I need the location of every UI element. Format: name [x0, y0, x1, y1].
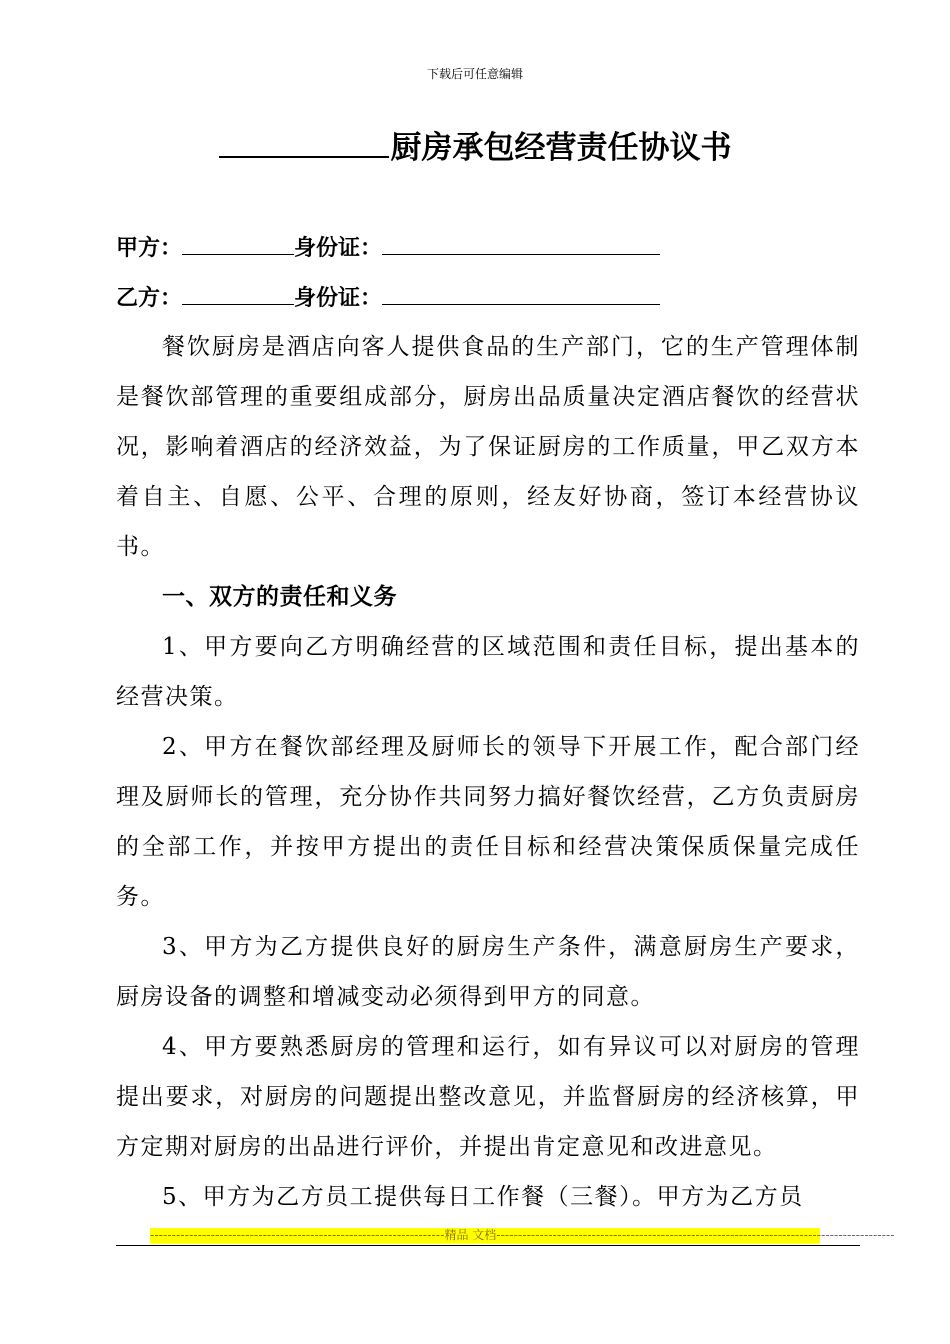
- document-body: [116, 322, 860, 1222]
- title-text: 厨房承包经营责任协议书: [390, 130, 732, 166]
- footer-divider: [116, 1245, 860, 1246]
- party-a-id-field: [382, 232, 660, 255]
- party-a-label: 甲方：: [116, 236, 183, 261]
- clause-paragraph: 2、甲方在餐饮部经理及厨师长的领导下开展工作，配合部门经理及厨师长的管理，充分协作共同努力搞好餐饮经营，乙方负责厨房的全部工作，并按甲方提出的责任目标和经营决策保质保量完成任务。: [116, 734, 860, 910]
- party-a-id-label: 身份证：: [294, 236, 383, 261]
- party-b-id-label: 身份证：: [294, 286, 383, 311]
- clause-paragraph: 4、甲方要熟悉厨房的管理和运行，如有异议可以对厨房的管理提出要求，对厨房的问题提出整改意见，并监督厨房的经济核算，甲方定期对厨房的出品进行评价，并提出肯定意见和改进意见。: [116, 1034, 860, 1160]
- party-a-name-field: [182, 232, 294, 255]
- party-a-line: [116, 232, 660, 265]
- party-b-name-field: [182, 282, 294, 305]
- clause-paragraph: 3、甲方为乙方提供良好的厨房生产条件，满意厨房生产要求，厨房设备的调整和增减变动必须得到甲方的同意。: [116, 934, 860, 1010]
- clause-paragraph: 1、甲方要向乙方明确经营的区域范围和责任目标，提出基本的经营决策。: [116, 634, 860, 710]
- party-b-line: [116, 282, 660, 315]
- title-blank-line: [219, 126, 389, 158]
- footer-text: --------------------------------------------------------------------精品 文档--------------------------------------------------------------------------------------------: [150, 1228, 895, 1242]
- footer-highlight-bar: [150, 1228, 895, 1243]
- intro-paragraph: 餐饮厨房是酒店向客人提供食品的生产部门，它的生产管理体制是餐饮部管理的重要组成部分，厨房出品质量决定酒店餐饮的经营状况，影响着酒店的经济效益，为了保证厨房的工作质量，甲乙双方本着自主、自愿、公平、合理的原则，经友好协商，签订本经营协议书。: [116, 334, 860, 560]
- clause-paragraph: 5、甲方为乙方员工提供每日工作餐（三餐）。甲方为乙方员: [162, 1184, 804, 1210]
- document-title: [0, 126, 950, 170]
- party-b-label: 乙方：: [116, 286, 183, 311]
- party-b-id-field: [382, 282, 660, 305]
- section-heading: 一、双方的责任和义务: [162, 584, 397, 610]
- header-note: 下载后可任意编辑: [426, 67, 523, 81]
